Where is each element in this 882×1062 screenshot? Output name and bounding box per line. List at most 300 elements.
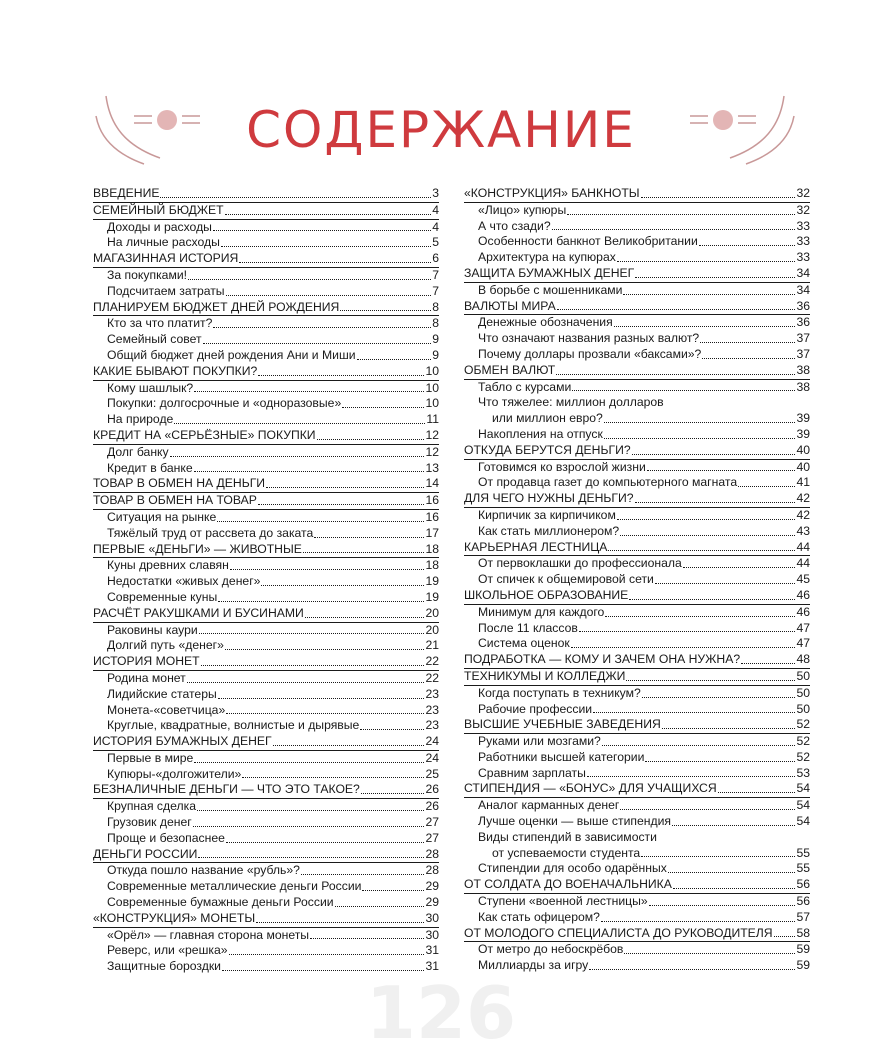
toc-entry-page: 54 [796, 814, 810, 829]
toc-subsection-entry[interactable] [464, 250, 810, 266]
toc-entry-title: Крупная сделка [107, 799, 196, 814]
toc-entry-page: 10 [425, 396, 439, 411]
toc-dot-leader [683, 566, 796, 568]
toc-dot-leader [317, 438, 425, 440]
toc-subsection-entry[interactable] [464, 460, 810, 476]
toc-section-entry[interactable] [464, 877, 810, 894]
toc-entry-page: 19 [425, 589, 439, 604]
toc-dot-leader [226, 294, 432, 296]
toc-dot-leader [266, 486, 424, 488]
toc-subsection-entry[interactable] [93, 943, 439, 959]
toc-entry-title: Грузовик денег [107, 815, 192, 830]
toc-subsection-entry[interactable] [93, 767, 439, 783]
toc-dot-leader [641, 196, 796, 198]
toc-entry-page: 56 [796, 877, 810, 892]
toc-entry-page: 44 [796, 539, 810, 554]
toc-entry-page: 38 [796, 362, 810, 377]
toc-subsection-entry[interactable] [464, 750, 810, 766]
toc-entry-page: 52 [796, 749, 810, 764]
toc-dot-leader [668, 871, 796, 873]
toc-entry-title: Минимум для каждого [478, 604, 605, 619]
toc-entry-page: 6 [432, 251, 439, 266]
toc-section-entry[interactable] [464, 669, 810, 686]
toc-dot-leader [620, 808, 795, 810]
toc-entry-page: 41 [796, 475, 810, 490]
toc-subsection-entry[interactable] [93, 332, 439, 348]
toc-entry-page: 33 [796, 218, 810, 233]
toc-subsection-entry[interactable] [93, 220, 439, 236]
toc-subsection-entry[interactable] [464, 203, 810, 219]
toc-entry-page: 34 [796, 265, 810, 280]
toc-dot-leader [226, 841, 425, 843]
toc-dot-leader [647, 469, 796, 471]
toc-entry-title: Недостатки «живых денег» [107, 574, 261, 589]
toc-subsection-entry[interactable] [464, 572, 810, 588]
toc-entry-page: 46 [796, 587, 810, 602]
toc-subsection-entry[interactable] [93, 687, 439, 703]
toc-entry-title: Доходы и расходы [107, 219, 212, 234]
toc-dot-leader [601, 920, 796, 922]
toc-entry-title: Защитные бороздки [107, 959, 221, 974]
toc-section-entry[interactable] [464, 266, 810, 283]
toc-section-entry[interactable] [464, 926, 810, 943]
toc-subsection-entry[interactable] [93, 815, 439, 831]
toc-subsection-entry[interactable] [93, 751, 439, 767]
toc-entry-title: ПЕРВЫЕ «ДЕНЬГИ» — ЖИВОТНЫЕ [93, 541, 302, 556]
toc-section-entry[interactable] [464, 717, 810, 734]
toc-subsection-entry[interactable] [93, 623, 439, 639]
toc-dot-leader [556, 373, 795, 375]
toc-subsection-entry[interactable] [93, 558, 439, 574]
toc-dot-leader [239, 261, 431, 263]
toc-dot-leader [213, 229, 431, 231]
toc-entry-page: 39 [796, 411, 810, 426]
toc-entry-title: МАГАЗИННАЯ ИСТОРИЯ [93, 251, 239, 266]
toc-dot-leader [738, 485, 795, 487]
toc-entry-page: 56 [796, 894, 810, 909]
toc-entry-title: Работники высшей категории [478, 749, 645, 764]
toc-entry-title: Табло с курсами [478, 379, 572, 394]
toc-entry-title: ОТ МОЛОДОГО СПЕЦИАЛИСТА ДО РУКОВОДИТЕЛЯ [464, 925, 773, 940]
toc-subsection-entry[interactable] [464, 798, 810, 814]
toc-entry-page: 33 [796, 234, 810, 249]
toc-entry-page: 17 [425, 525, 439, 540]
toc-entry-page: 54 [796, 798, 810, 813]
toc-subsection-entry[interactable] [93, 638, 439, 654]
toc-entry-title: Подсчитаем затраты [107, 283, 225, 298]
toc-section-entry[interactable] [93, 911, 439, 928]
toc-subsection-entry[interactable] [93, 879, 439, 895]
toc-entry-page: 40 [796, 459, 810, 474]
toc-entry-page: 27 [425, 815, 439, 830]
toc-entry-title: А что сзади? [478, 218, 551, 233]
toc-entry-page: 38 [796, 379, 810, 394]
toc-subsection-entry[interactable] [93, 831, 439, 847]
toc-dot-leader [198, 856, 424, 858]
toc-entry-page: 12 [425, 427, 439, 442]
toc-subsection-entry[interactable] [464, 766, 810, 782]
toc-subsection-entry[interactable] [464, 395, 810, 411]
toc-left-column [93, 186, 439, 975]
toc-dot-leader [218, 600, 424, 602]
toc-subsection-entry[interactable] [464, 508, 810, 524]
toc-entry-title: ОТ СОЛДАТА ДО ВОЕНАЧАЛЬНИКА [464, 877, 672, 892]
toc-entry-title: Ситуация на рынке [107, 509, 217, 524]
toc-entry-title: ИСТОРИЯ МОНЕТ [93, 654, 200, 669]
toc-dot-leader [193, 825, 425, 827]
toc-entry-title: Современные бумажные деньги России [107, 895, 334, 910]
toc-dot-leader [629, 598, 795, 600]
toc-entry-title: КАРЬЕРНАЯ ЛЕСТНИЦА [464, 539, 608, 554]
toc-dot-leader [340, 309, 431, 311]
toc-subsection-entry[interactable] [93, 574, 439, 590]
toc-dot-leader [626, 679, 795, 681]
toc-entry-title: Круглые, квадратные, волнистые и дырявые [107, 718, 360, 733]
toc-entry-title: ДЛЯ ЧЕГО НУЖНЫ ДЕНЬГИ? [464, 491, 634, 506]
toc-entry-page: 29 [425, 879, 439, 894]
toc-entry-title: Когда поступать в техникум? [478, 685, 641, 700]
toc-entry-title: От спичек к общемировой сети [478, 572, 654, 587]
toc-entry-title: Миллиарды за игру [478, 958, 589, 973]
toc-subsection-entry[interactable] [464, 524, 810, 540]
toc-section-entry[interactable] [464, 186, 810, 203]
toc-entry-page: 57 [796, 909, 810, 924]
toc-section-entry[interactable] [93, 364, 439, 381]
toc-entry-page: 39 [796, 426, 810, 441]
toc-entry-title: ЗАЩИТА БУМАЖНЫХ ДЕНЕГ [464, 265, 635, 280]
toc-dot-leader [557, 308, 796, 310]
toc-entry-page: 52 [796, 734, 810, 749]
toc-subsection-entry[interactable] [464, 283, 810, 299]
toc-subsection-entry[interactable] [464, 814, 810, 830]
toc-dot-leader [572, 389, 795, 391]
toc-subsection-entry[interactable] [464, 234, 810, 250]
toc-entry-page: 3 [432, 186, 439, 200]
toc-entry-page: 11 [426, 412, 439, 427]
toc-entry-title: Покупки: долгосрочные и «одноразовые» [107, 396, 342, 411]
toc-subsection-entry[interactable] [93, 316, 439, 332]
toc-dot-leader [700, 341, 795, 343]
toc-subsection-entry[interactable] [464, 846, 810, 862]
toc-entry-title: «КОНСТРУКЦИЯ» МОНЕТЫ [93, 910, 256, 925]
toc-dot-leader [605, 615, 795, 617]
toc-section-entry[interactable] [93, 606, 439, 623]
toc-entry-page: 29 [425, 895, 439, 910]
toc-dot-leader [649, 904, 796, 906]
toc-entry-title: ТОВАР В ОБМЕН НА ДЕНЬГИ [93, 476, 266, 491]
toc-entry-page: 48 [796, 652, 810, 667]
toc-entry-page: 47 [796, 636, 810, 651]
toc-dot-leader [194, 390, 424, 392]
toc-section-entry[interactable] [464, 781, 810, 798]
toc-dot-leader [620, 534, 795, 536]
toc-entry-page: 10 [425, 363, 439, 378]
toc-dot-leader [229, 953, 425, 955]
toc-entry-page: 36 [796, 298, 810, 313]
toc-dot-leader [357, 358, 432, 360]
toc-dot-leader [672, 824, 795, 826]
toc-entry-page: 36 [796, 315, 810, 330]
toc-subsection-entry[interactable] [464, 331, 810, 347]
toc-subsection-entry[interactable] [464, 347, 810, 363]
toc-entry-page: 26 [425, 799, 439, 814]
toc-subsection-entry[interactable] [93, 799, 439, 815]
toc-dot-leader [360, 728, 424, 730]
toc-entry-title: Особенности банкнот Великобритании [478, 234, 698, 249]
toc-entry-title: Купюры-«долгожители» [107, 766, 242, 781]
toc-entry-page: 22 [425, 670, 439, 685]
toc-entry-title: Долг банку [107, 444, 169, 459]
toc-subsection-entry[interactable] [93, 235, 439, 251]
toc-dot-leader [201, 664, 425, 666]
toc-section-entry[interactable] [93, 734, 439, 751]
toc-entry-title: Накопления на отпуск [478, 426, 603, 441]
toc-entry-title: На личные расходы [107, 235, 220, 250]
toc-dot-leader [587, 775, 796, 777]
toc-subsection-entry[interactable] [93, 381, 439, 397]
toc-dot-leader [602, 744, 796, 746]
toc-dot-leader [194, 761, 424, 763]
toc-dot-leader [305, 616, 425, 618]
toc-entry-title: За покупками! [107, 267, 188, 282]
toc-entry-page: 8 [432, 299, 439, 314]
toc-dot-leader [225, 648, 425, 650]
toc-dot-leader [314, 536, 424, 538]
toc-entry-page: 16 [425, 509, 439, 524]
toc-subsection-entry[interactable] [464, 380, 810, 396]
toc-subsection-entry[interactable] [93, 526, 439, 542]
toc-dot-leader [203, 342, 432, 344]
toc-subsection-entry[interactable] [464, 427, 810, 443]
toc-dot-leader [361, 792, 425, 794]
toc-subsection-entry[interactable] [464, 605, 810, 621]
toc-section-entry[interactable] [464, 299, 810, 316]
toc-dot-leader [645, 760, 795, 762]
toc-section-entry[interactable] [464, 363, 810, 380]
toc-entry-page: 28 [425, 863, 439, 878]
toc-entry-title: Откуда пошло название «рубль»? [107, 863, 300, 878]
toc-dot-leader [617, 260, 796, 262]
toc-dot-leader [567, 213, 795, 215]
toc-entry-title: СТИПЕНДИЯ — «БОНУС» ДЛЯ УЧАЩИХСЯ [464, 781, 717, 796]
toc-entry-page: 53 [796, 765, 810, 780]
toc-subsection-entry[interactable] [93, 412, 439, 428]
toc-entry-title: Лидийские статеры [107, 686, 217, 701]
toc-entry-page: 8 [432, 316, 439, 331]
toc-section-entry[interactable] [93, 186, 439, 203]
toc-section-entry[interactable] [93, 782, 439, 799]
toc-entry-title: Как стать миллионером? [478, 523, 620, 538]
toc-entry-page: 32 [796, 186, 810, 200]
toc-entry-page: 52 [796, 717, 810, 732]
toc-entry-page: 59 [796, 942, 810, 957]
toc-subsection-entry[interactable] [464, 636, 810, 652]
toc-entry-title: Тяжёлый труд от рассвета до заката [107, 525, 314, 540]
toc-entry-title: РАСЧЁТ РАКУШКАМИ И БУСИНАМИ [93, 605, 304, 620]
toc-subsection-entry[interactable] [464, 942, 810, 958]
toc-subsection-entry[interactable] [93, 928, 439, 944]
toc-entry-page: 42 [796, 507, 810, 522]
toc-entry-page: 43 [796, 523, 810, 538]
toc-section-entry[interactable] [464, 588, 810, 605]
toc-section-entry[interactable] [93, 654, 439, 671]
toc-entry-page: 31 [425, 959, 439, 974]
toc-entry-title: Аналог карманных денег [478, 798, 620, 813]
toc-entry-page: 50 [796, 701, 810, 716]
toc-entry-page: 18 [425, 558, 439, 573]
toc-dot-leader [342, 406, 424, 408]
toc-subsection-entry[interactable] [464, 686, 810, 702]
toc-section-entry[interactable] [93, 493, 439, 510]
toc-entry-page: 40 [796, 442, 810, 457]
toc-entry-title: Ступени «военной лестницы» [478, 894, 648, 909]
toc-entry-title: ВЫСШИЕ УЧЕБНЫЕ ЗАВЕДЕНИЯ [464, 717, 661, 732]
toc-subsection-entry[interactable] [93, 348, 439, 364]
toc-entry-title: Кто за что платит? [107, 316, 213, 331]
toc-dot-leader [604, 437, 796, 439]
toc-dot-leader [617, 518, 796, 520]
toc-entry-page: 24 [425, 750, 439, 765]
toc-section-entry[interactable] [93, 847, 439, 864]
toc-subsection-entry[interactable] [93, 284, 439, 300]
toc-subsection-entry[interactable] [464, 830, 810, 846]
toc-entry-page: 22 [425, 654, 439, 669]
toc-subsection-entry[interactable] [93, 268, 439, 284]
toc-subsection-entry[interactable] [93, 671, 439, 687]
toc-subsection-entry[interactable] [464, 315, 810, 331]
toc-subsection-entry[interactable] [93, 461, 439, 477]
toc-entry-page: 28 [425, 846, 439, 861]
toc-entry-page: 9 [432, 332, 439, 347]
toc-entry-title: «КОНСТРУКЦИЯ» БАНКНОТЫ [464, 186, 640, 200]
toc-subsection-entry[interactable] [93, 445, 439, 461]
toc-subsection-entry[interactable] [464, 219, 810, 235]
toc-entry-title: «Орёл» — главная сторона монеты [107, 927, 310, 942]
toc-entry-page: 12 [425, 444, 439, 459]
toc-dot-leader [230, 568, 425, 570]
toc-subsection-entry[interactable] [93, 703, 439, 719]
toc-subsection-entry[interactable] [464, 861, 810, 877]
toc-entry-page: 19 [425, 574, 439, 589]
toc-dot-leader [741, 662, 795, 664]
toc-dot-leader [699, 244, 796, 246]
toc-dot-leader [303, 551, 425, 553]
toc-entry-title: ВАЛЮТЫ МИРА [464, 298, 556, 313]
toc-subsection-entry[interactable] [93, 510, 439, 526]
toc-entry-page: 46 [796, 604, 810, 619]
toc-section-entry[interactable] [93, 428, 439, 445]
toc-section-entry[interactable] [464, 652, 810, 669]
toc-subsection-entry[interactable] [93, 895, 439, 911]
toc-section-entry[interactable] [464, 491, 810, 508]
toc-entry-page: 45 [796, 572, 810, 587]
toc-entry-page: 34 [796, 282, 810, 297]
toc-entry-title: «Лицо» купюры [478, 202, 567, 217]
toc-dot-leader [258, 374, 424, 376]
toc-section-entry[interactable] [93, 542, 439, 559]
toc-dot-leader [673, 887, 796, 889]
toc-entry-title: После 11 классов [478, 620, 578, 635]
toc-dot-leader [635, 501, 796, 503]
toc-entry-page: 4 [432, 202, 439, 217]
toc-dot-leader [662, 727, 796, 729]
toc-dot-leader [197, 809, 424, 811]
toc-entry-title: От первоклашки до профессионала [478, 556, 682, 571]
toc-subsection-entry[interactable] [93, 863, 439, 879]
toc-section-entry[interactable] [464, 443, 810, 460]
toc-subsection-entry[interactable] [464, 702, 810, 718]
toc-entry-title: Кредит в банке [107, 460, 193, 475]
toc-dot-leader [261, 584, 424, 586]
toc-entry-title: СЕМЕЙНЫЙ БЮДЖЕТ [93, 202, 224, 217]
toc-subsection-entry[interactable] [464, 475, 810, 491]
toc-subsection-entry[interactable] [464, 910, 810, 926]
toc-dot-leader [226, 712, 424, 714]
toc-entry-title: Куны древних славян [107, 558, 229, 573]
toc-subsection-entry[interactable] [464, 734, 810, 750]
toc-entry-title: Общий бюджет дней рождения Ани и Миши [107, 347, 356, 362]
toc-entry-title: Кирпичик за кирпичиком [478, 507, 616, 522]
toc-dot-leader [608, 549, 795, 551]
toc-subsection-entry[interactable] [464, 411, 810, 427]
toc-dot-leader [301, 873, 424, 875]
toc-dot-leader [258, 503, 425, 505]
toc-entry-page: 55 [796, 861, 810, 876]
toc-entry-page: 18 [425, 541, 439, 556]
toc-dot-leader [632, 453, 796, 455]
toc-subsection-entry[interactable] [464, 894, 810, 910]
toc-dot-leader [552, 228, 796, 230]
toc-entry-page: 59 [796, 958, 810, 973]
toc-entry-title: ПЛАНИРУЕМ БЮДЖЕТ ДНЕЙ РОЖДЕНИЯ [93, 299, 340, 314]
toc-dot-leader [170, 455, 425, 457]
toc-dot-leader [614, 325, 796, 327]
toc-entry-page: 7 [432, 267, 439, 282]
toc-entry-page: 24 [425, 734, 439, 749]
toc-entry-title: ДЕНЬГИ РОССИИ [93, 846, 198, 861]
toc-subsection-entry[interactable] [464, 621, 810, 637]
toc-entry-title: Как стать офицером? [478, 909, 600, 924]
toc-section-entry[interactable] [464, 540, 810, 557]
toc-entry-page: 54 [796, 781, 810, 796]
toc-subsection-entry[interactable] [93, 590, 439, 606]
toc-entry-title: В борьбе с мошенниками [478, 282, 623, 297]
toc-entry-page: 23 [425, 702, 439, 717]
toc-subsection-entry[interactable] [464, 556, 810, 572]
toc-entry-title: Первые в мире [107, 750, 194, 765]
toc-dot-leader [188, 278, 431, 280]
toc-entry-page: 47 [796, 620, 810, 635]
toc-entry-page: 58 [796, 925, 810, 940]
toc-dot-leader [641, 855, 795, 857]
toc-entry-page: 33 [796, 250, 810, 265]
toc-section-entry[interactable] [93, 203, 439, 220]
toc-section-entry[interactable] [93, 476, 439, 493]
toc-entry-title: ИСТОРИЯ БУМАЖНЫХ ДЕНЕГ [93, 734, 272, 749]
toc-entry-page: 55 [796, 845, 810, 860]
toc-subsection-entry[interactable] [93, 396, 439, 412]
toc-entry-title: От продавца газет до компьютерного магната [478, 475, 738, 490]
toc-section-entry[interactable] [93, 300, 439, 317]
toc-entry-title: или миллион евро? [492, 411, 603, 426]
toc-entry-title: ОБМЕН ВАЛЮТ [464, 362, 556, 377]
toc-dot-leader [199, 632, 425, 634]
toc-entry-page: 20 [425, 622, 439, 637]
toc-subsection-entry[interactable] [93, 718, 439, 734]
toc-entry-title: Реверс, или «решка» [107, 943, 228, 958]
toc-section-entry[interactable] [93, 251, 439, 268]
toc-entry-title: КРЕДИТ НА «СЕРЬЁЗНЫЕ» ПОКУПКИ [93, 427, 316, 442]
